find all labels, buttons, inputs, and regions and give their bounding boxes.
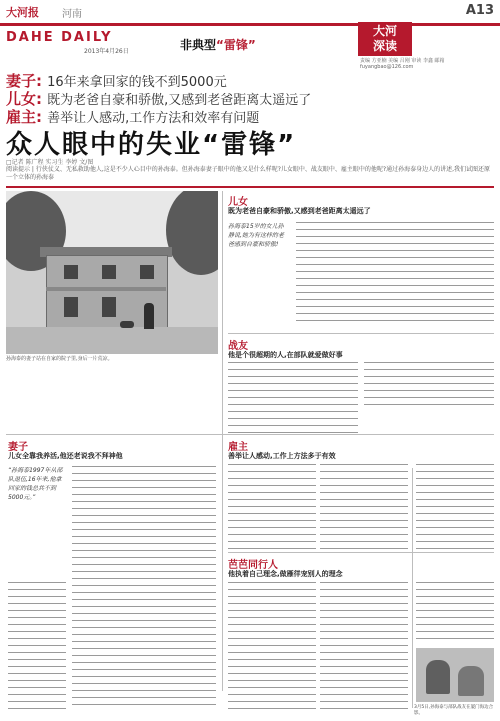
section-employer-label: 雇主 <box>228 442 248 453</box>
masthead: DAHE DAILY <box>6 30 113 45</box>
dateline: 2013年4月26日 <box>84 48 129 55</box>
wife-pullquote: “孙海泰1997年从部队退伍,16年来,他拿回家的钱总共不到5000元。” <box>8 467 63 501</box>
headline-speaker: 儿女: <box>6 90 42 108</box>
employer-body-col2 <box>320 464 408 550</box>
house-photo <box>6 191 218 354</box>
main-headline: 众人眼中的失业“雷锋” <box>6 130 297 160</box>
section-comrade-label: 战友 <box>228 341 248 352</box>
other-body-col1 <box>228 582 316 710</box>
other-body-col3 <box>416 582 494 644</box>
photo-caption: 孙海泰的妻子站在自家的院子里,身后一片荒凉。 <box>6 356 113 362</box>
section-other-label: 芭芭同行人 <box>228 560 278 571</box>
wife-body <box>72 466 216 710</box>
employer-body-col3 <box>416 464 494 550</box>
section-comrade-subtitle: 他是个很超期的人,在部队就爱做好事 <box>228 351 343 359</box>
section-children-label: 儿女 <box>228 197 248 208</box>
headline-stack <box>6 72 496 126</box>
editor-credits: 责编 方亚楠 美编 吕刚 审读 李鑫 邮箱 fuyangbao@126.com <box>360 58 445 70</box>
headline-text: 既为老爸自豪和骄傲,又感到老爸距离太遥远了 <box>47 93 312 108</box>
comrade-photo-caption: 3月5日,孙海泰与部队战友在厦门海边合影。 <box>414 705 494 716</box>
section-wife-label: 妻子 <box>8 442 28 453</box>
other-body-col2 <box>320 582 408 710</box>
section-employer-subtitle: 善举让人感动,工作上方法多于有效 <box>228 452 336 460</box>
headline-speaker: 妻子: <box>6 72 42 90</box>
byline: □记者 陈广程 实习生 李婷 文/图 <box>6 159 94 166</box>
edition-label: 河南 <box>62 9 82 20</box>
children-pullquote: 孙海泰15岁的女儿孙静说,她为有这样的老爸感到自豪和骄傲! <box>228 223 284 248</box>
top-band <box>0 0 500 26</box>
wife-body-left <box>8 582 66 710</box>
headline-children <box>6 90 496 108</box>
headline-speaker: 雇主: <box>6 108 42 126</box>
comrade-photo <box>416 648 494 702</box>
deep-read-badge <box>358 22 412 56</box>
lede-summary: 阅读提示 | 行侠仗义、无私救助他人,这是不少人心目中的孙海泰。但孙海泰妻子眼中的他又是什么样呢?儿女眼中、战友眼中、雇主眼中的他呢?通过孙海泰身边人的讲述,我们试图还原一个立体的孙海泰 <box>6 166 491 181</box>
page-number: A13 <box>465 3 494 18</box>
headline-text: 善举让人感动,工作方法和效率有问题 <box>47 111 260 126</box>
employer-body-col1 <box>228 464 316 550</box>
section-wife-subtitle: 儿女全靠我养活,他还老说我不拜神他 <box>8 452 123 460</box>
divider <box>6 186 494 188</box>
dog-figure <box>120 321 134 328</box>
brand-name: 大河报 <box>6 6 39 19</box>
section-title <box>180 36 256 53</box>
children-body <box>296 222 494 326</box>
badge-line-2: 深读 <box>372 39 397 53</box>
person-figure <box>144 303 154 329</box>
headline-text: 16年来拿回家的钱不到5000元 <box>47 75 227 90</box>
section-children-subtitle: 既为老爸自豪和骄傲,又感到老爸距离太遥远了 <box>228 207 371 215</box>
comrade-body-col2 <box>364 362 494 410</box>
section-other-subtitle: 他执着自己理念,做雁徉宠别人的理念 <box>228 570 343 578</box>
section-title-prefix: 非典型 <box>180 38 217 52</box>
section-title-highlight: “雷锋” <box>216 38 256 52</box>
comrade-body-col1 <box>228 362 358 434</box>
badge-line-1: 大河 <box>372 24 397 38</box>
headline-wife <box>6 72 496 90</box>
